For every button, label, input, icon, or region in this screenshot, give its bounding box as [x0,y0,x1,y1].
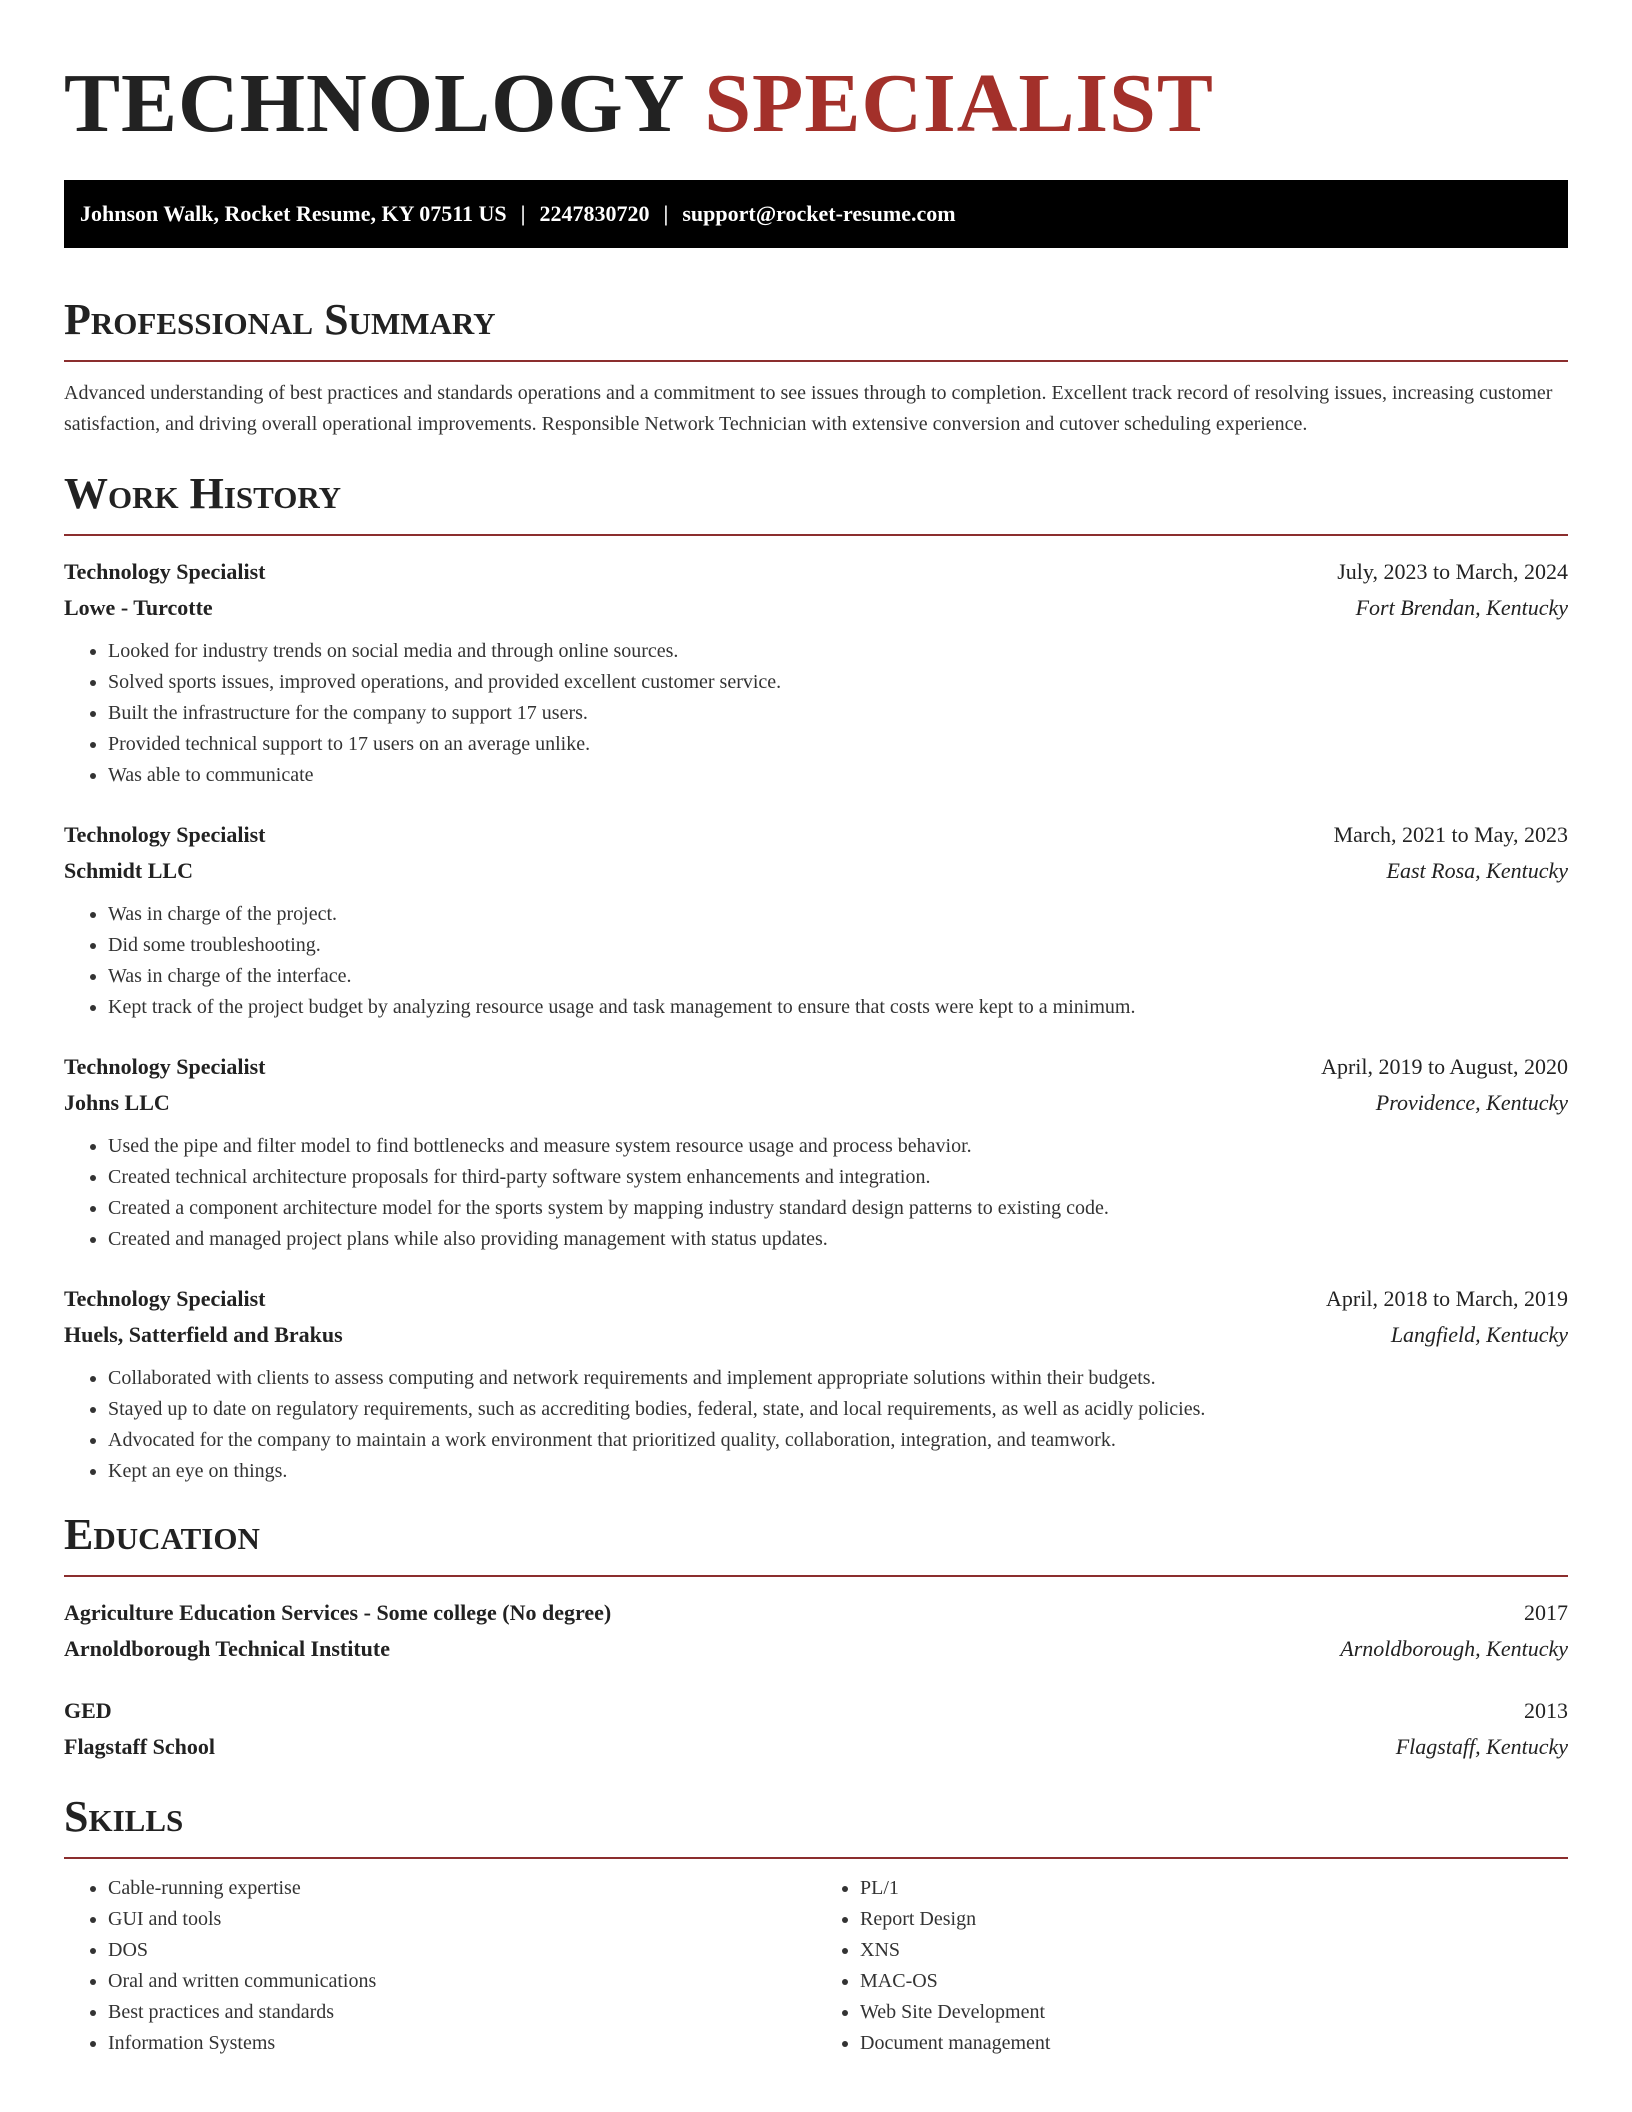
education-degree: GED [64,1698,112,1723]
job-bullets [64,1363,1568,1487]
education-school: Flagstaff School [64,1734,215,1759]
job-bullet: • Collaborated with clients to assess computing and network requirements and implement appropriate solutions within their budgets. [108,1363,1568,1394]
job-title: Technology Specialist [64,559,266,584]
job-location: Langfield, Kentucky [1390,1322,1568,1347]
education-location: Arnoldborough, Kentucky [1340,1636,1568,1661]
skills-heading: Skills [64,1789,1568,1859]
job-bullet: • Kept track of the project budget by analyzing resource usage and task management to ensure that costs were kept to a minimum. [108,992,1568,1023]
contact-address: Johnson Walk, Rocket Resume, KY 07511 US [80,201,507,226]
skill-item: • Oral and written communications [108,1966,816,1997]
job-dates: April, 2018 to March, 2019 [1326,1286,1568,1311]
education-year: 2017 [1524,1600,1568,1625]
job-dates: April, 2019 to August, 2020 [1321,1054,1568,1079]
skill-item: • Cable-running expertise [108,1873,816,1904]
title-part-2: SPECIALIST [704,57,1214,150]
job-bullet: • Did some troubleshooting. [108,930,1568,961]
contact-bar [64,180,1568,248]
job-bullet: • Was in charge of the interface. [108,961,1568,992]
job-bullet: • Was in charge of the project. [108,899,1568,930]
job-bullets [64,636,1568,791]
education-heading: Education [64,1507,1568,1577]
job-company: Johns LLC [64,1090,170,1115]
skill-item: • Information Systems [108,2028,816,2059]
job-title: Technology Specialist [64,1286,266,1311]
work-history-heading: Work History [64,466,1568,536]
job-bullet: • Created and managed project plans while also providing management with status updates. [108,1224,1568,1255]
skill-item: • Web Site Development [860,1997,1568,2028]
skill-item: • Best practices and standards [108,1997,816,2028]
job-location: East Rosa, Kentucky [1386,858,1568,883]
education-year: 2013 [1524,1698,1568,1723]
job-bullet: • Created technical architecture proposals for third-party software system enhancements and integration. [108,1162,1568,1193]
job-location: Providence, Kentucky [1375,1090,1568,1115]
job-bullet: • Provided technical support to 17 users on an average unlike. [108,729,1568,760]
skills-list-left [64,1873,816,2059]
education-entry [64,1595,1568,1667]
contact-separator: | [663,201,669,226]
job-bullet: • Kept an eye on things. [108,1456,1568,1487]
job-bullet: • Built the infrastructure for the company to support 17 users. [108,698,1568,729]
skill-item: • DOS [108,1935,816,1966]
job-entry [64,817,1568,1023]
work-history-section [64,466,1568,1487]
job-bullet: • Stayed up to date on regulatory requirements, such as accrediting bodies, federal, state, and local requirements, as well as acidly policies. [108,1394,1568,1425]
job-bullet: • Was able to communicate [108,760,1568,791]
job-bullets [64,1131,1568,1255]
education-location: Flagstaff, Kentucky [1395,1734,1568,1759]
summary-heading: Professional Summary [64,292,1568,362]
job-title: Technology Specialist [64,1054,266,1079]
job-entry [64,1049,1568,1255]
job-entry [64,1281,1568,1487]
job-dates: July, 2023 to March, 2024 [1337,559,1568,584]
resume-title [64,0,1568,152]
skills-section [64,1789,1568,2059]
skill-item: • Report Design [860,1904,1568,1935]
contact-phone: 2247830720 [539,201,650,226]
summary-section [64,292,1568,440]
education-school: Arnoldborough Technical Institute [64,1636,391,1661]
skill-item: • XNS [860,1935,1568,1966]
skill-item: • Document management [860,2028,1568,2059]
job-title: Technology Specialist [64,822,266,847]
skills-list-right [816,1873,1568,2059]
job-dates: March, 2021 to May, 2023 [1333,822,1568,847]
skill-item: • MAC-OS [860,1966,1568,1997]
skills-columns [64,1873,1568,2059]
job-company: Schmidt LLC [64,858,193,883]
job-bullet: • Used the pipe and filter model to find bottlenecks and measure system resource usage and process behavior. [108,1131,1568,1162]
job-company: Huels, Satterfield and Brakus [64,1322,343,1347]
education-entry [64,1693,1568,1765]
job-location: Fort Brendan, Kentucky [1355,595,1568,620]
job-bullet: • Created a component architecture model for the sports system by mapping industry standard design patterns to existing code. [108,1193,1568,1224]
skill-item: • GUI and tools [108,1904,816,1935]
job-bullet: • Looked for industry trends on social media and through online sources. [108,636,1568,667]
title-part-1: TECHNOLOGY [64,57,683,150]
education-section [64,1507,1568,1765]
job-bullets [64,899,1568,1023]
job-company: Lowe - Turcotte [64,595,213,620]
skill-item: • PL/1 [860,1873,1568,1904]
summary-text: Advanced understanding of best practices and standards operations and a commitment to see issues through to completion. Excellent track record of resolving issues, increasing customer satisfaction, and driving overall operational improvements. Responsible Network Technician with extensive conversion and cutover scheduling experience. [64,382,1553,435]
job-entry [64,554,1568,791]
contact-email: support@rocket-resume.com [682,201,956,226]
job-bullet: • Solved sports issues, improved operations, and provided excellent customer service. [108,667,1568,698]
education-degree: Agriculture Education Services - Some college (No degree) [64,1600,612,1625]
contact-separator: | [520,201,526,226]
job-bullet: • Advocated for the company to maintain a work environment that prioritized quality, collaboration, integration, and teamwork. [108,1425,1568,1456]
